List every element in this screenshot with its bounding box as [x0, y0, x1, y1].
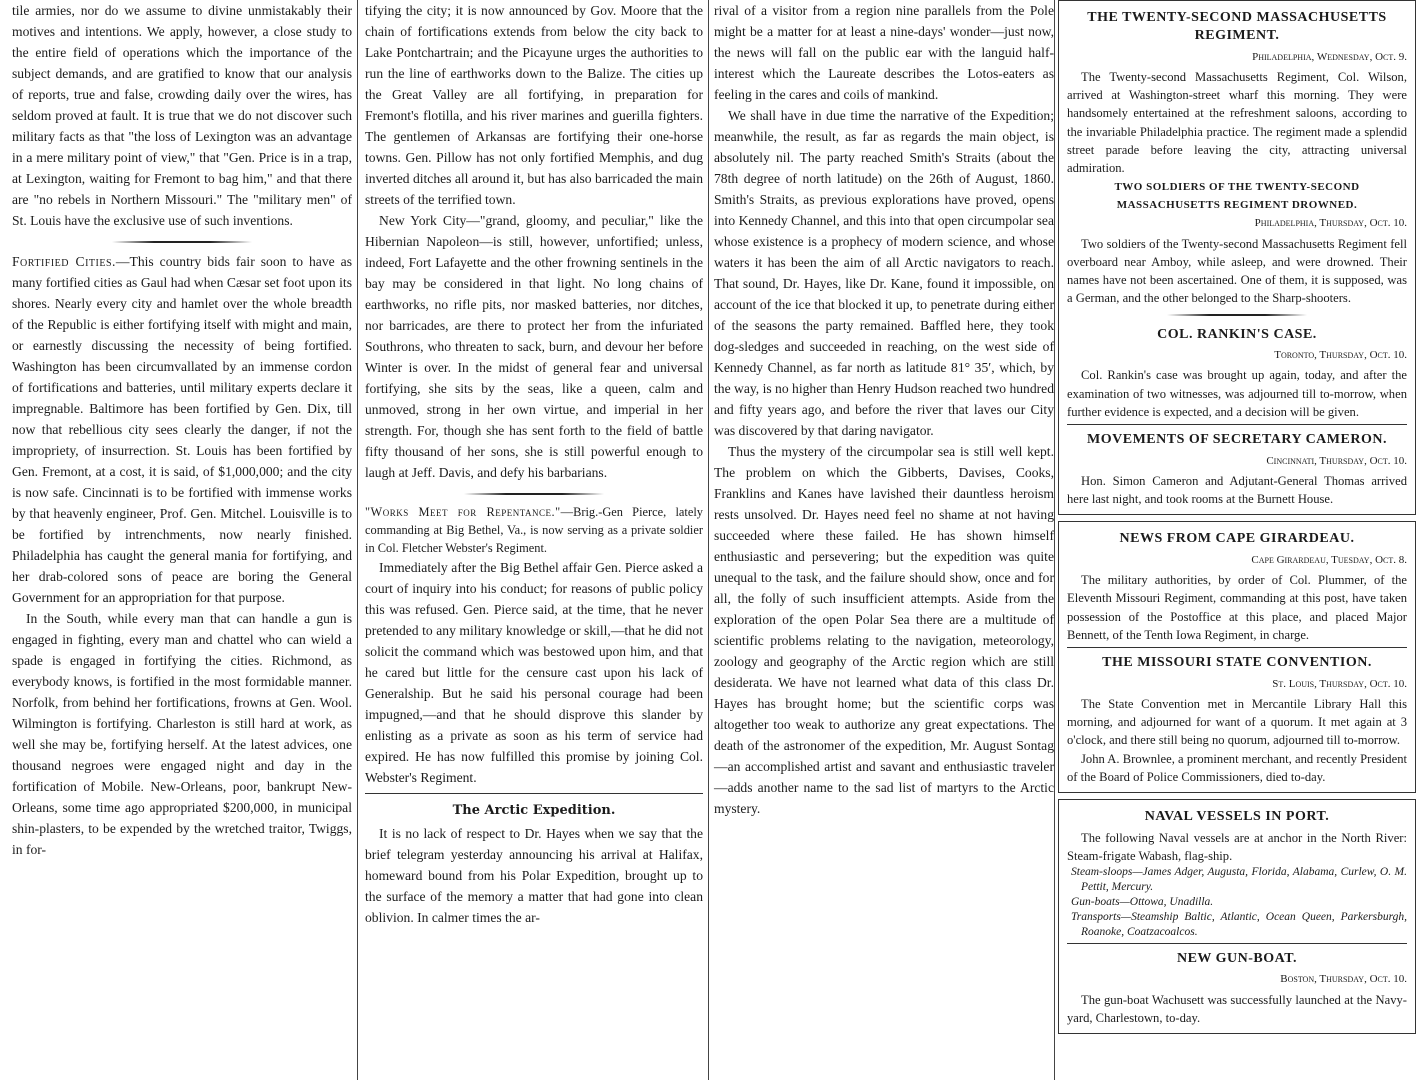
dispatch-text: The Twenty-second Massachusetts Regiment, Col. Wilson, arrived at Washington-street wharf this morning. They were handsomely entertained at the refreshment saloons, according to the invariable Philadelphia practice. The regiment made a splendid street parade before leaving the city, attracting universal admiration.	[1067, 69, 1407, 176]
vessel-list: Gun-boats—Ottowa, Unadilla.	[1071, 896, 1214, 909]
article-paragraph: We shall have in due time the narrative of the Expedition; meanwhile, the result, as far as regards the main object, is absolutely nil. The party reached Smith's Straits (about the 78th degree of north latitude) on the 26th of August, 1860. Smith's Straits, as previous explorations have proved, opens into Kennedy Channel, and this into that open circumpolar sea whose existence is a prophecy of modern science, and whose waters it has been the aim of all Arctic navigators to reach. That sound, Dr. Hayes, like Dr. Kane, found it impossible, on account of the ice that blocked it up, to penetrate during either of the seasons the party remained. Baffled here, they took dog-sledges and succeeded in reaching, on the west side of Kennedy Channel, as far north as latitude 81° 35′, which, by the way, is no higher than Henry Hudson reached two hundred and fifty years ago, and before the river that laves our City was discovered by that daring navigator.	[714, 108, 1055, 438]
section-divider	[365, 793, 703, 794]
dateline: Boston, Thursday, Oct. 10.	[1280, 973, 1407, 986]
dateline: Cincinnati, Thursday, Oct. 10.	[1266, 454, 1407, 467]
column-2	[365, 0, 703, 1080]
article-paragraph: In the South, while every man that can handle a gun is engaged in fighting, every man and chattel who can wield a spade is engaged in fortifying the cities. Richmond, as everybody knows, is fortified in the most formidable manner. Norfolk, from behind her fortifications, frowns at Gen. Wool. Wilmington is fortifying. Charleston is still hard at work, as well she may be, fortifying herself. At the latest advices, one thousand negroes were engaged night and day in the fortification of Mobile. New-Orleans, poor, bankrupt New-Orleans, some time ago appropriated $200,000, in municipal shin-plasters, to be expended by the wretched traitor, Twiggs, in for-	[12, 611, 352, 857]
cape-heading: NEWS FROM CAPE GIRARDEAU.	[1119, 531, 1355, 547]
dateline: St. Louis, Thursday, Oct. 10.	[1272, 677, 1407, 690]
mass-heading: THE TWENTY-SECOND MASSACHUSETTS REGIMENT.	[1087, 10, 1387, 44]
section-divider	[112, 237, 252, 247]
dispatch-text: Hon. Simon Cameron and Adjutant-General Thomas arrived here last night, and took rooms at the Burnett House.	[1067, 473, 1407, 507]
dispatch-text: The State Convention met in Mercantile Library Hall this morning, and adjourned for want of a quorum. It met again at 3 o'clock, and there still being no quorum, adjourned till to-morrow.	[1067, 696, 1407, 748]
dispatch-text: The gun-boat Wachusett was successfully launched at the Navy-yard, Charlestown, to-day.	[1067, 992, 1407, 1026]
article-heading: Fortified Cities.	[12, 254, 116, 269]
dispatch-text: Col. Rankin's case was brought up again, today, and after the examination of two witnesses, was adjourned till to-morrow, when further evidence is expected, and a decision will be given.	[1067, 368, 1407, 419]
article-paragraph: It is no lack of respect to Dr. Hayes when we say that the brief telegram yesterday announcing his arrival at Halifax, homeward bound from his Polar Expedition, brought up to the surface of the memory a matter that had gone into clean oblivion. In calmer times the ar-	[365, 826, 703, 925]
drowned-heading: TWO SOLDIERS OF THE TWENTY-SECOND MASSACHUSETTS REGIMENT DROWNED.	[1114, 180, 1360, 211]
convention-heading: THE MISSOURI STATE CONVENTION.	[1102, 655, 1372, 671]
column-rule	[708, 0, 709, 1080]
dateline: Toronto, Thursday, Oct. 10.	[1274, 349, 1407, 362]
article-paragraph: tifying the city; it is now announced by Gov. Moore that the chain of fortifications extends from below the city back to Lake Pontchartrain; and the Picayune urges the authorities to run the line of earthworks down to the Balize. The cities up the Great Valley are all fortifying, in preparation for Fremont's flotilla, and his river marines and guerilla fighters. The gentlemen of Arkansas are fortifying their one-horse towns. Gen. Pillow has not only fortified Memphis, and dug inverted ditches all around it, but has also barricaded the main streets of the terrified town.	[365, 3, 703, 207]
news-box-1	[1058, 0, 1416, 515]
article-paragraph: New York City—"grand, gloomy, and peculiar," like the Hibernian Napoleon—is still, however, unfortified; unless, indeed, Fort Lafayette and the other frowning sentinels in the bay may be considered in that light. No long chains of earthworks, no rifle pits, nor masked batteries, nor ditches, nor barricades, are there to protect her from the infuriated Southrons, who threaten to sack, burn, and devour her before Winter is over. In the midst of general fear and universal fortifying, she sits by the seas, like a queen, calm and unmoved, strong in her own virtue, and imperial in her strength. For, though she has sent forth to the field of battle fifty thousand of her sons, she is still powerful enough to laugh at Jeff. Davis, and defy his barbarians.	[365, 213, 703, 480]
dispatch-text: John A. Brownlee, a prominent merchant, and recently President of the Board of Police Commissioners, died to-day.	[1067, 751, 1407, 784]
article-paragraph: Immediately after the Big Bethel affair Gen. Pierce asked a court of inquiry into his conduct; for reasons of public policy this was refused. Gen. Pierce said, at the time, that he never pretended to any military knowledge or skill,—that he did not solicit the command which was bestowed upon him, and that he cared but little for the censure cast upon his lack of Generalship. But he said his personal courage had been impugned,—and that he should disprove this slander by enlisting as a private as soon as his term of service had expired. He has now fulfilled this promise by joining Col. Webster's Regiment.	[365, 560, 703, 785]
dispatch-text: Two soldiers of the Twenty-second Massachusetts Regiment fell overboard near Amboy, while asleep, and were drowned. Their names have not been ascertained. One of them, it is supposed, was a German, and the other belonged to the Sharp-shooters.	[1067, 236, 1407, 306]
section-divider	[1067, 647, 1407, 648]
section-divider	[1067, 424, 1407, 425]
article-text: —This country bids fair soon to have as many fortified cities as Gaul had when Cæsar set foot upon its shores. Nearly every city and hamlet over the whole breadth of the Republic is either fortifying itself with might and main, or earnestly discussing the necessity of being fortified. Washington has been circumvallated by an immense cordon of fortifications and batteries, until military experts declare it impregnable. Baltimore has been fortified by Gen. Dix, till now that rebellious city sees clearly the danger, if not the impropriety, of insurrection. St. Louis has been fortified by Gen. Fremont, at a cost, it is said, of $1,000,000; and the city is now safe. Cincinnati is to be fortified with immense works by that heavenly engineer, Prof. Gen. Mitchel. Louisville is to be fortified by intrenchments, now nearly finished. Philadelphia has caught the general mania for fortifying, and her drab-colored sons of peace are boring the General Government for an appropriation for that purpose.	[12, 254, 352, 605]
vessel-list: Transports—Steamship Baltic, Atlantic, Ocean Queen, Parkersburgh, Roanoke, Coatzacoalcos.	[1071, 911, 1407, 939]
article-paragraph: rival of a visitor from a region nine parallels from the Pole might be a matter for at least a nine-days' wonder—just now, the news will fall on the public ear with the languid half-interest which the Laureate describes the Lotos-eaters as feeling in the cares and coils of mankind.	[714, 3, 1054, 102]
news-box-3	[1058, 799, 1416, 1034]
arctic-heading: The Arctic Expedition.	[452, 803, 616, 818]
dateline: Cape Girardeau, Tuesday, Oct. 8.	[1251, 553, 1407, 566]
article-paragraph: tile armies, nor do we assume to divine unmistakably their motives and intentions. We apply, however, a close study to the entire field of operations which the importance of the subject demands, and are gratified to know that our analysis of reports, true and false, crowding daily over the wires, has seldom proved at fault. It is true that we do not discover such military facts as that "the loss of Lexington was an advantage in a mere military point of view," that "Gen. Price is in a trap, at Lexington, waiting for Fremont to bag him," and that there are "no rebels in Northern Missouri." The "military men" of St. Louis have the exclusive use of such inventions.	[12, 3, 352, 228]
section-divider	[464, 489, 604, 499]
column-rule	[1054, 0, 1055, 1080]
news-box-2	[1058, 521, 1416, 793]
column-1	[12, 0, 352, 1080]
section-divider	[1167, 310, 1307, 320]
column-3	[714, 0, 1055, 816]
column-rule	[357, 0, 358, 1080]
column-4	[1058, 0, 1416, 1080]
gunboat-heading: NEW GUN-BOAT.	[1176, 951, 1298, 967]
naval-heading: NAVAL VESSELS IN PORT.	[1144, 809, 1330, 825]
dateline: Philadelphia, Wednesday, Oct. 9.	[1252, 50, 1407, 63]
fortified-cities-article	[12, 251, 352, 608]
dateline: Philadelphia, Thursday, Oct. 10.	[1254, 217, 1407, 230]
cameron-heading: MOVEMENTS OF SECRETARY CAMERON.	[1087, 432, 1387, 448]
article-paragraph: Thus the mystery of the circumpolar sea is still well kept. The problem on which the Gibberts, Davises, Cooks, Franklins and Kanes have lavished their dauntless heroism rests unsolved. Dr. Hayes need feel no shame at not having succeeded where these failed. He has shown himself enthusiastic and persevering; but the expedition was quite unequal to the task, and the failure should show, once and for all, the folly of such insufficient attempts. Aside from the exploration of the open Polar Sea there are a multitude of scientific problems relating to the navigation, meteorology, zoology and geography of the Arctic region which are still desiderata. We have not learned what data of this class Dr. Hayes has brought home; but the scientific corps was altogether too weak to authorize any great expectations. The death of the astronomer of the expedition, Mr. August Sontag—an accomplished artist and savant and enthusiastic traveler—adds another name to the sad list of martyrs to the Arctic mystery.	[714, 444, 1054, 816]
article-text: —Brig.-Gen Pierce, lately commanding at Big Bethel, Va., is now serving as a private soldier in Col. Fletcher Webster's Regiment.	[365, 505, 703, 555]
vessel-list: Steam-sloops—James Adger, Augusta, Florida, Alabama, Curlew, O. M. Pettit, Mercury.	[1071, 866, 1407, 894]
section-divider	[1067, 943, 1407, 944]
works-article	[365, 503, 703, 557]
dispatch-text: The military authorities, by order of Col. Plummer, of the Eleventh Missouri Regiment, commanding at this post, have taken possession of the Postoffice at this place, and placed Major Bennett, of the Tenth Iowa Regiment, in charge.	[1067, 573, 1407, 642]
dispatch-text: The following Naval vessels are at anchor in the North River: Steam-frigate Wabash, flag-ship.	[1067, 830, 1407, 863]
rankin-heading: COL. RANKIN'S CASE.	[1157, 326, 1317, 342]
article-heading: "Works Meet for Repentance."	[365, 505, 561, 519]
